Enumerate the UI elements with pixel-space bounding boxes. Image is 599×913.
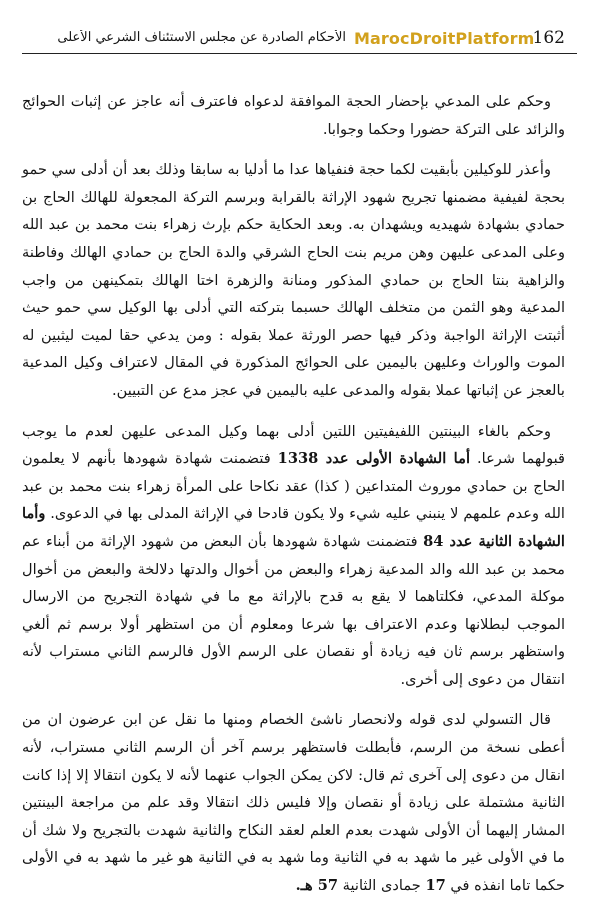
text-segment: جمادى الثانية (338, 877, 426, 895)
first-testimony-heading: أما الشهادة الأولى عدد 1338 (277, 450, 471, 468)
date-day: 17 (425, 877, 446, 895)
second-testimony-heading: وأما الشهادة الثانية عدد 84 (22, 505, 565, 550)
running-title: الأحكام الصادرة عن مجلس الاستئناف الشرعي الأعلى (57, 30, 346, 45)
brand-logo (354, 29, 534, 48)
text-segment: قال التسولي لدى قوله ولانحصار ناشئ الخصام ومنها ما نقل عن ابن عرضون ان من أعطى نسخة من الرسم، فأبطلت فاستظهر برسم آخر أن الرسم الثاني مستراب، لأنه انقال من دعوى إلى آخرى ثم قال: لاكن يمكن الجواب عنهما لأنه لا يكون انتقالا إلا إذا كانت الثانية مشتملة على زيادة أو نقصان وإلا فليس ذلك انتقالا وقد علم من مراجعة البينتين المشار إليهما أن الأولى شهدت بعدم العلم لعقد النكاح والثانية شهدت بالتجريح ولا شك أن ما في الأولى غير ما شهد به في الثانية وما شهد به في الثانية هو غير ما شهد به في الأولى حكما تاما انفذه في (22, 711, 565, 895)
header-divider (22, 53, 577, 54)
page-number: 162 (532, 28, 565, 48)
page-header (22, 26, 577, 54)
paragraph-tasuli (22, 706, 565, 899)
text-segment: فتضمنت شهادة شهودها بأن البعض من شهود الإراثة من أبناء عم محمد بن عبد الله والد المدعية زهراء والبعض من أخوال والدتها دلالخة والبعض من أخوال موكلة المدعي، فكلتاهما لا يقع به قدح بالإراثة مع ما في شهادة التجريح من الارسال الموجب لبطلانها وعدم الاعتراف بها شرعا ومعلوم أن من استظهر أولا برسم ثم ألغي واستظهر برسم ثان فيه زيادة أو نقصان على الرسم الأول فالرسم الثاني مستراب لأنه انتقال من دعوى إلى أخرى. (22, 532, 565, 688)
document-body (22, 88, 565, 913)
date-year: 57 هـ. (295, 877, 339, 895)
paragraph-testimonies (22, 418, 565, 694)
text-segment: وحكم بالغاء البينتين اللفيفيتين اللتين أدلى بهما وكيل المدعى عليهن لعدم ما يوجب قبولهما شرعا. (22, 422, 566, 468)
brand-name: MarocDroitPlatform (354, 29, 535, 48)
text-segment: فتضمنت شهادة شهودها بأنهم لا يعلمون الحاج بن حمادي موروث المتداعين ( كذا) عقد نكاحا على المرأة زهراء بنت محمد بن عبد الله وعدم علمهم لا ينبني عليه شيء ولا يكون قادحا في الإراثة المدلى بها في الدعوى. (22, 450, 565, 523)
paragraph-excuse: وأعذر للوكيلين بأبقيت لكما حجة فنفياها عدا ما أدليا به سابقا وذلك بعد أن أدلى سي حمو بحجة لفيفية مضمنها تجريح شهود الإراثة بالقرابة وبرسم التركة المجعولة للهالك الحاج بن حمادي بشهادة شهيديه ويشهدان به. وبعد الحكاية حكم بإرث زهراء بنت محمد بن عبد الله وعلى المدعى عليهن وهن مريم بنت الحاج الشرقي والدة الحاج بن حمادي الهالك وفاطنة والزاهية بنتا الحاج بن حمادي المذكور ومنانة والزهرة اختا الهالك بتمكينهن من واجب المدعية وهو الثمن من متخلف الهالك حسبما بتركته التي أدلى بها الوكيل سي حمو حيث أثبتت الإراثة الواجبة وذكر فيها حصر الورثة عملا بقوله : ومن يدعي حقا لميت ليثبين له الموت والوراث وعليهن باليمين على الحوائج المذكورة في المقال لاعتراف وكيل المدعية بالعجز عن إثباتها عملا بقوله والمدعى عليه باليمين في عجز مدع عن التبيين. (22, 161, 565, 399)
paragraph-ruling: وحكم على المدعي بإحضار الحجة الموافقة لدعواه فاعترف أنه عاجز عن إثبات الحوائج والزائد على التركة حضورا وحكما وجوابا. (22, 93, 565, 138)
